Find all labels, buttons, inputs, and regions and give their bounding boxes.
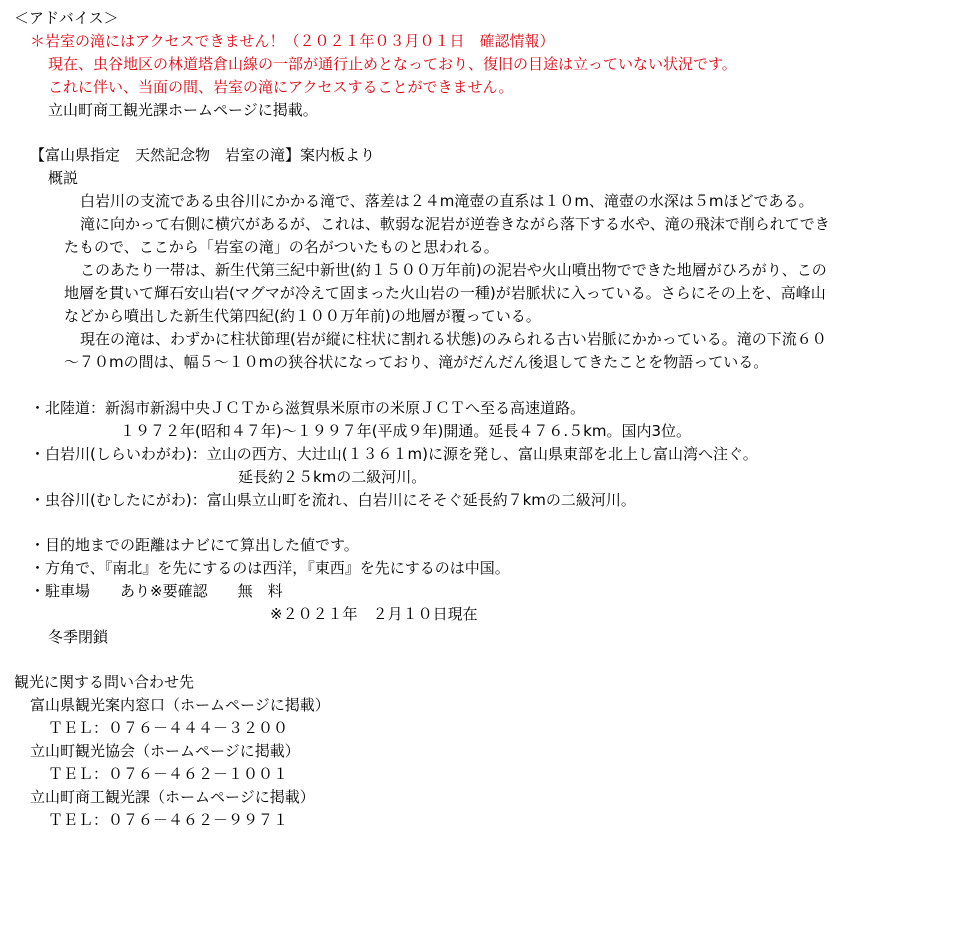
contact-tel: ＴＥＬ：０７６－４６２－１００１ [48,765,289,783]
note-distance: ・目的地までの距離はナビにて算出した値です。 [30,536,359,554]
contact-name: 富山県観光案内窓口（ホームページに掲載） [30,696,330,714]
note-parking-date: ※２０２１年 ２月１０日現在 [270,605,478,623]
signboard-subheading: 概説 [48,169,79,187]
note-parking: ・駐車場 あり※要確認 無 料 [30,582,283,600]
note-winter-closure: 冬季閉鎖 [48,628,109,646]
note-hokuriku-detail: １９７２年(昭和４７年)～１９９７年(平成９年)開通。延長４７６.５km。国内3位。 [120,422,692,440]
contacts-heading: 観光に関する問い合わせ先 [14,673,195,691]
signboard-line: 現在の滝は、わずかに柱状節理(岩が縦に柱状に割れる状態)のみられる古い岩脈にかかっている。滝の下流６０ [80,330,827,348]
advice-heading: ＜アドバイス＞ [14,9,119,27]
signboard-line: このあたり一帯は、新生代第三紀中新世(約１５００万年前)の泥岩や火山噴出物でできた地層がひろがり、この [80,261,827,279]
note-direction: ・方角で、『南北』を先にするのは西洋，『東西』を先にするのは中国。 [30,559,510,577]
signboard-line: たもので、ここから「岩室の滝」の名がついたものと思われる。 [64,238,499,256]
note-hokuriku: ・北陸道：新潟市新潟中央ＪＣＴから滋賀県米原市の米原ＪＣＴへ至る高速道路。 [30,399,586,417]
signboard-title: 【富山県指定 天然記念物 岩室の滝】案内板より [30,146,376,164]
note-shiraiwa: ・白岩川(しらいわがわ)：立山の西方、大辻山(１３６１m)に源を発し、富山県東部を北上し富山湾へ注ぐ。 [30,445,758,463]
contact-name: 立山町観光協会（ホームページに掲載） [30,742,300,760]
access-warning-title: ＊岩室の滝にはアクセスできません！（２０２１年０３月０１日 確認情報） [30,32,555,50]
signboard-line: ～７０mの間は、幅５～１０mの狭谷状になっており、滝がだんだん後退してきたことを物語っている。 [64,353,769,371]
access-warning-line-2: これに伴い、当面の間、岩室の滝にアクセスすることができません。 [48,78,514,96]
source-note: 立山町商工観光課ホームページに掲載。 [48,101,318,119]
contact-tel: ＴＥＬ：０７６－４６２－９９７１ [48,811,289,829]
signboard-line: などから噴出した新生代第四紀(約１００万年前)の地層が覆っている。 [64,307,541,325]
note-shiraiwa-detail: 延長約２５kmの二級河川。 [238,468,427,486]
signboard-line: 地層を貫いて輝石安山岩(マグマが冷えて固まった火山岩の一種)が岩脈状に入っている。さらにその上を、高峰山 [64,284,826,302]
contact-tel: ＴＥＬ：０７６－４４４－３２００ [48,719,289,737]
signboard-line: 滝に向かって右側に横穴があるが、これは、軟弱な泥岩が逆巻きながら落下する水や、滝の飛沫で削られてでき [80,215,830,233]
contact-name: 立山町商工観光課（ホームページに掲載） [30,788,315,806]
signboard-line: 白岩川の支流である虫谷川にかかる滝で、落差は２４m滝壺の直系は１０m、滝壺の水深は５mほどである。 [80,192,814,210]
note-mushitani: ・虫谷川(むしたにがわ)：富山県立山町を流れ、白岩川にそそぐ延長約７kmの二級河川。 [30,491,636,509]
access-warning-line-1: 現在、虫谷地区の林道塔倉山線の一部が通行止めとなっており、復旧の目途は立っていない状況です。 [48,55,737,73]
